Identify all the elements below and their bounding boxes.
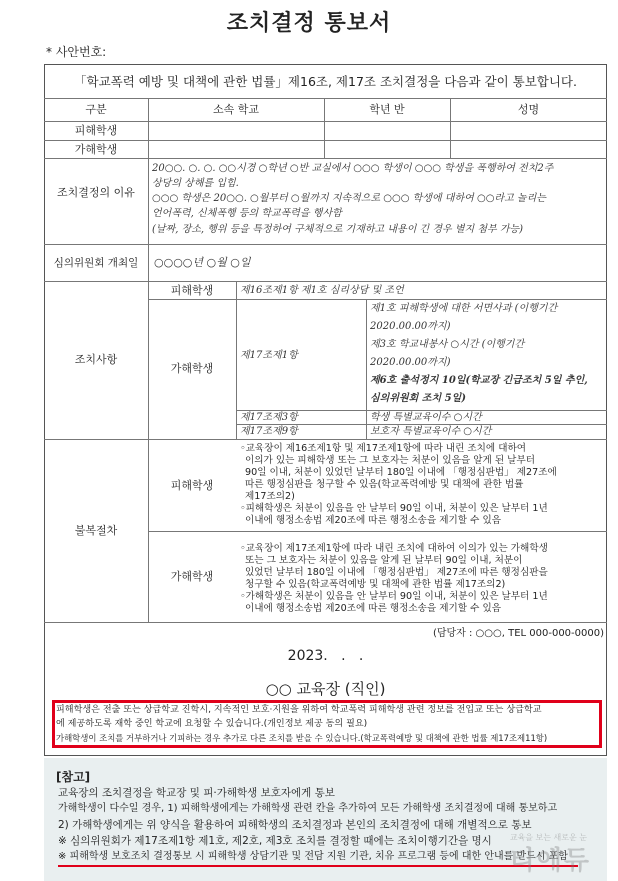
watermark-logo: 티에듀 <box>509 846 591 876</box>
notice-line: 에 제공하도록 재학 중인 학교에 요청할 수 있습니다.(개인정보 제공 동의 필요) <box>56 719 368 729</box>
reason-line: 20○○. ○. ○. ○○시경 ○학년 ○반 교실에서 ○○○ 학생이 ○○○ 학생을 폭행하여 전치2주 <box>152 163 554 174</box>
art17-1-item: 심의위원회 조치 5일) <box>370 393 466 404</box>
issuer-seal: ○○ 교육장 (직인) <box>265 680 386 696</box>
appeal-victim-line: 이내에 행정소송법 제20조에 따른 행정소송을 제기할 수 있음 <box>245 515 501 526</box>
appeal-victim-line: 이의가 있는 피해학생 또는 그 보호자는 처분이 있음을 알게 된 날부터 <box>245 455 535 466</box>
art17-3-label: 제17조제3항 <box>240 412 298 423</box>
col-name: 성명 <box>517 103 540 116</box>
measures-offender-label: 가해학생 <box>170 362 214 375</box>
rule-h <box>44 140 607 141</box>
reference-underline <box>58 865 578 867</box>
art17-1-item: 제3호 학교내봉사 ○시간 (이행기간 <box>370 339 525 350</box>
reason-note: (날짜, 장소, 행위 등을 특정하여 구체적으로 기재하고 내용이 긴 경우 별지 첨부 가능) <box>152 224 524 235</box>
rule-h <box>44 121 607 122</box>
appeal-offender-line: 이내에 행정소송법 제20조에 따른 행정소송을 제기할 수 있음 <box>245 603 501 614</box>
appeal-victim-label: 피해학생 <box>170 479 214 492</box>
rule-h <box>44 622 607 623</box>
meeting-date: ○○○○년 ○월 ○일 <box>154 256 251 269</box>
issue-date: 2023. . . <box>287 648 364 664</box>
art17-1-label: 제17조제1항 <box>240 350 298 361</box>
watermark-tagline: 교육을 보는 새로운 눈 <box>509 833 587 842</box>
rule-h <box>44 98 607 99</box>
notice-line: 가해학생이 조치를 거부하거나 기피하는 경우 추가로 다른 조치를 받을 수 있습니다.(학교폭력예방 및 대책에 관한 법률 제17조제11항) <box>56 733 548 743</box>
rule-h <box>44 158 607 159</box>
appeal-offender-line: ◦가해학생은 처분이 있음을 안 날부터 90일 이내, 처분이 있은 날부터 1년 <box>240 591 548 602</box>
col-school: 소속 학교 <box>212 103 259 116</box>
reference-line: ※ 심의위원회가 제17조제1항 제1호, 제2호, 제3호 조치를 결정할 때에는 조치이행기간을 명시 <box>58 835 492 847</box>
appeal-victim-line: ◦교육장이 제16조제1항 및 제17조제1항에 따라 내린 조치에 대하여 <box>240 443 527 454</box>
row-offender-label: 가해학생 <box>74 143 118 156</box>
col-gubun: 구분 <box>85 103 107 116</box>
art17-1-item: 제1호 피해학생에 대한 서면사과 (이행기간 <box>370 303 558 314</box>
appeal-offender-label: 가해학생 <box>170 570 214 583</box>
rule-h <box>148 299 607 300</box>
col-grade-class: 학년 반 <box>369 103 405 116</box>
rule-h <box>44 439 607 440</box>
reference-line: 가해학생이 다수일 경우, 1) 피해학생에게는 가해학생 관련 칸을 추가하여 모든 가해학생 조치결정에 대해 통보하고 <box>58 803 558 814</box>
reference-line: ※ 피해학생 보호조치 결정통보 시 피해학생 상담기관 및 전담 지원 기관, 치유 프로그램 등에 대한 안내를 반드시 포함 <box>58 851 568 862</box>
rule-v <box>236 281 237 439</box>
appeal-victim-line: 따른 행정심판을 청구할 수 있음(학교폭력예방 및 대책에 관한 법률 <box>245 479 524 490</box>
art17-3-value: 학생 특별교육이수 ○시간 <box>370 412 482 423</box>
reason-line: 언어폭력, 신체폭행 등의 학교폭력을 행사함 <box>152 208 342 219</box>
art17-1-item: 2020.00.00까지) <box>370 321 451 332</box>
rule-v <box>366 299 367 439</box>
measures-victim-label: 피해학생 <box>170 284 214 297</box>
appeal-victim-line: ◦피해학생은 처분이 있음을 안 날부터 90일 이내, 처분이 있은 날부터 1년 <box>240 503 548 514</box>
measures-label: 조치사항 <box>74 353 118 366</box>
art17-9-value: 보호자 특별교육이수 ○시간 <box>370 426 492 437</box>
header-statement: 「학교폭력 예방 및 대책에 관한 법률」제16조, 제17조 조치결정을 다음과 같이 통보합니다. <box>74 74 577 89</box>
case-number: * 사안번호: <box>46 45 107 59</box>
reason-line: 상당의 상해를 입힘. <box>152 178 239 189</box>
rule-h <box>148 531 607 532</box>
measures-victim-value: 제16조제1항 제1호 심리상담 및 조언 <box>240 285 404 296</box>
appeal-offender-line: ◦교육장이 제17조제1항에 따라 내린 조치에 대하여 이의가 있는 가해학생 <box>240 543 548 554</box>
reason-line: ○○○ 학생은 20○○. ○월부터 ○월까지 지속적으로 ○○○ 학생에 대하여 ○○라고 놀리는 <box>152 193 546 204</box>
rule-h <box>44 281 607 282</box>
appeal-offender-line: 청구할 수 있음(학교폭력예방 및 대책에 관한 법률 제17조의2) <box>245 579 506 590</box>
document-title: 조치결정 통보서 <box>226 11 392 36</box>
art17-1-item: 제6호 출석정지 10일(학교장 긴급조치 5일 추인, <box>370 375 588 386</box>
appeal-offender-line: 또는 그 보호자는 처분이 있음을 알게 된 날부터 90일 이내, 처분이 <box>245 555 523 566</box>
contact-info: (담당자 : ○○○, TEL 000-000-0000) <box>432 628 604 639</box>
reference-line: 2) 가해학생에게는 위 양식을 활용하여 피해학생의 조치결정과 본인의 조치결정에 대해 개별적으로 통보 <box>58 819 532 831</box>
appeal-victim-line: 90일 이내, 처분이 있었던 날부터 180일 이내에 「행정심판법」 제27조에 <box>245 467 557 478</box>
appeal-offender-line: 있었던 날부터 180일 이내에 「행정심판법」 제27조에 따른 행정심판을 <box>245 567 548 578</box>
appeal-label: 불복절차 <box>74 524 118 537</box>
appeal-victim-line: 제17조의2) <box>245 491 295 502</box>
meeting-label: 심의위원회 개최일 <box>53 257 139 269</box>
reason-label: 조치결정의 이유 <box>57 186 135 199</box>
rule-h <box>44 244 607 245</box>
row-victim-label: 피해학생 <box>74 124 118 137</box>
reference-box <box>44 758 607 881</box>
art17-1-item: 2020.00.00까지) <box>370 357 451 368</box>
reference-title: [참고] <box>56 770 91 784</box>
reference-line: 교육장의 조치결정을 학교장 및 피·가해학생 보호자에게 통보 <box>58 787 335 799</box>
art17-9-label: 제17조제9항 <box>240 426 298 437</box>
rule-v <box>148 99 149 622</box>
notice-line: 피해학생은 전출 또는 상급학교 진학시, 지속적인 보호·지원을 위하여 학교폭력 피해학생 관련 정보를 전입교 또는 상급학교 <box>56 705 542 715</box>
